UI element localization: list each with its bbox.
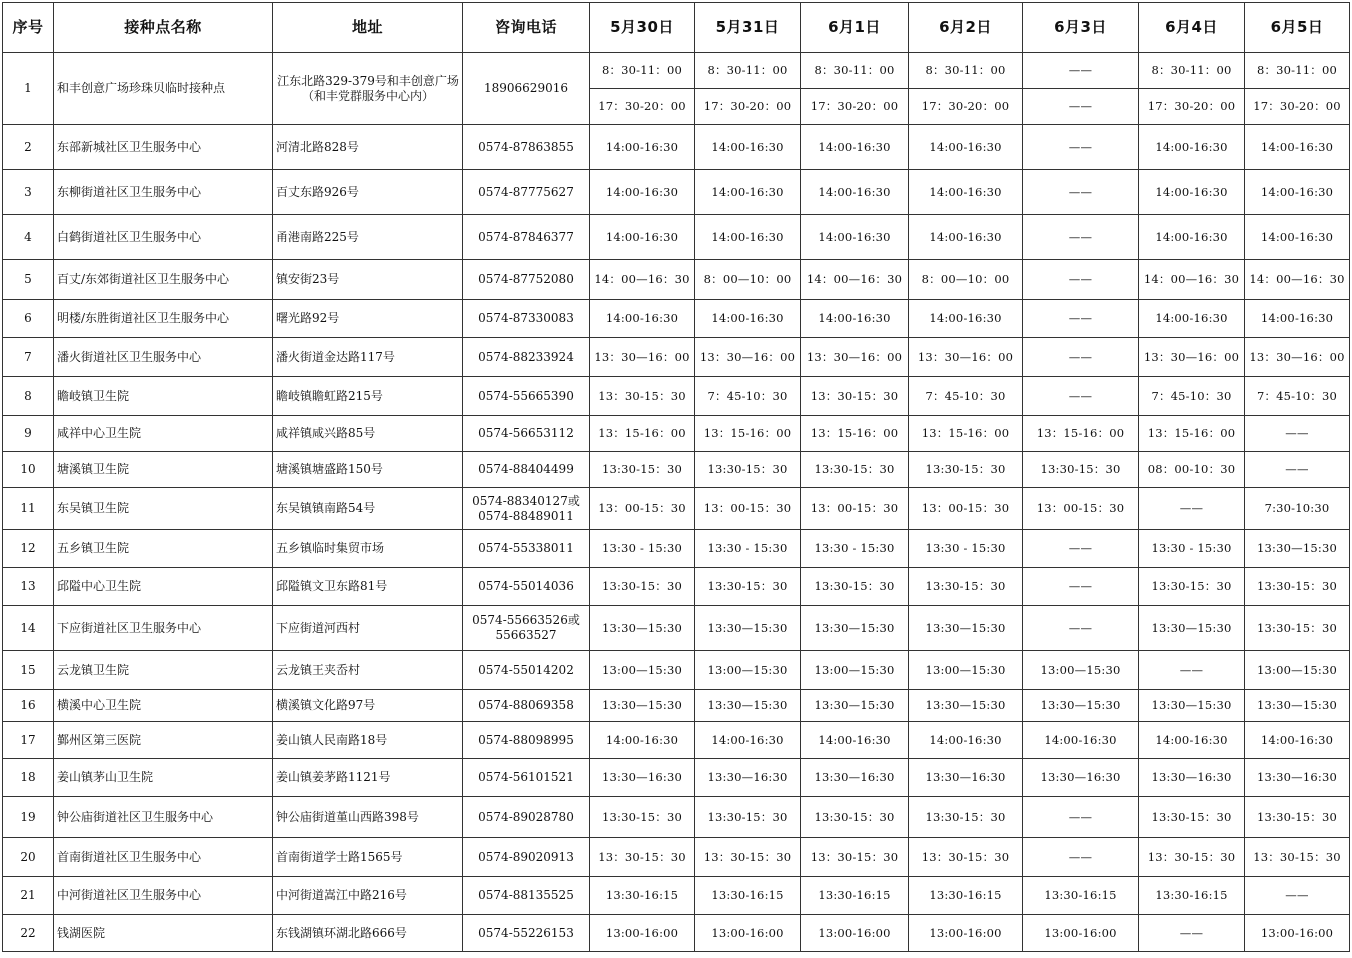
site-phone: 0574-88135525 bbox=[463, 877, 590, 915]
day-time-slot: 13:30—15:30 bbox=[1245, 690, 1350, 722]
site-address: 邱隘镇文卫东路81号 bbox=[273, 568, 463, 606]
day-time-slot: 13:00-16:00 bbox=[695, 915, 801, 952]
row-seq: 22 bbox=[3, 915, 54, 952]
row-seq: 10 bbox=[3, 452, 54, 488]
day-time-slot: 13：00-15：30 bbox=[801, 488, 909, 530]
day-time-slot: 08：00-10：30 bbox=[1139, 452, 1245, 488]
table-row bbox=[3, 797, 1350, 838]
day-time-slot: 13：30—16：00 bbox=[590, 338, 695, 377]
day-time-slot: 13:30-15：30 bbox=[695, 452, 801, 488]
day-time-slot: 13：30—16：00 bbox=[695, 338, 801, 377]
day-time-slot: —— bbox=[1245, 416, 1350, 452]
row-seq: 20 bbox=[3, 838, 54, 877]
table-row bbox=[3, 260, 1350, 300]
day-time-slot: 13:30—15:30 bbox=[1139, 690, 1245, 722]
site-name: 东吴镇卫生院 bbox=[54, 488, 273, 530]
day-time-slot: 14:00-16:30 bbox=[801, 170, 909, 215]
day-time-slot: 13:30-15：30 bbox=[1139, 797, 1245, 838]
site-phone: 0574-89020913 bbox=[463, 838, 590, 877]
table-row bbox=[3, 722, 1350, 759]
day-time-slot: 14:00-16:30 bbox=[590, 125, 695, 170]
site-phone: 0574-88233924 bbox=[463, 338, 590, 377]
day-time-slot: 13:30—16:30 bbox=[590, 759, 695, 797]
day-time-slot: 14:00-16:30 bbox=[590, 722, 695, 759]
site-address: 镇安街23号 bbox=[273, 260, 463, 300]
day-time-slot: 14:00-16:30 bbox=[909, 125, 1023, 170]
day-time-slot: 14：00—16：30 bbox=[1245, 260, 1350, 300]
day-time-slot: 8：00—10：00 bbox=[695, 260, 801, 300]
day-time-slot: 13：30-15：30 bbox=[1139, 838, 1245, 877]
day-time-slot: 13:00-16:00 bbox=[801, 915, 909, 952]
site-address: 东吴镇镇南路54号 bbox=[273, 488, 463, 530]
table-row bbox=[3, 300, 1350, 338]
site-phone: 0574-55663526或55663527 bbox=[463, 606, 590, 651]
row-seq: 1 bbox=[3, 53, 54, 125]
site-name: 潘火街道社区卫生服务中心 bbox=[54, 338, 273, 377]
day-time-slot: 13：15-16：00 bbox=[1023, 416, 1139, 452]
day-time-slot: 13：30-15：30 bbox=[1245, 838, 1350, 877]
table-row bbox=[3, 53, 1350, 89]
day-time-slot: 14：00—16：30 bbox=[1139, 260, 1245, 300]
day-time-slot: 13:30-16:15 bbox=[695, 877, 801, 915]
day-time-slot: 14:00-16:30 bbox=[1245, 170, 1350, 215]
day-time-slot: 13:00-16:00 bbox=[909, 915, 1023, 952]
site-name: 百丈/东郊街道社区卫生服务中心 bbox=[54, 260, 273, 300]
day-time-slot: 13:30-16:15 bbox=[590, 877, 695, 915]
day-time-slot: 13:30-15：30 bbox=[909, 568, 1023, 606]
day-time-slot: 14:00-16:30 bbox=[695, 125, 801, 170]
table-row bbox=[3, 125, 1350, 170]
row-seq: 18 bbox=[3, 759, 54, 797]
site-phone: 0574-88069358 bbox=[463, 690, 590, 722]
header-day: 6月1日 bbox=[801, 3, 909, 53]
day-time-slot: 13：00-15：30 bbox=[909, 488, 1023, 530]
row-seq: 3 bbox=[3, 170, 54, 215]
row-seq: 15 bbox=[3, 651, 54, 690]
day-time-slot: 13：15-16：00 bbox=[590, 416, 695, 452]
day-time-slot: 14:00-16:30 bbox=[1245, 722, 1350, 759]
day-time-slot: 13：30—16：00 bbox=[909, 338, 1023, 377]
site-address: 塘溪镇塘盛路150号 bbox=[273, 452, 463, 488]
day-time-slot: 13:00-16:00 bbox=[1023, 915, 1139, 952]
site-name: 姜山镇茅山卫生院 bbox=[54, 759, 273, 797]
site-phone: 0574-88340127或0574-88489011 bbox=[463, 488, 590, 530]
day-time-slot: 13:30—16:30 bbox=[909, 759, 1023, 797]
row-seq: 13 bbox=[3, 568, 54, 606]
day-time-slot-evening: 17：30-20：00 bbox=[1245, 89, 1350, 125]
day-time-slot: 14:00-16:30 bbox=[909, 215, 1023, 260]
day-time-slot: 14:00-16:30 bbox=[801, 722, 909, 759]
table-row bbox=[3, 690, 1350, 722]
row-seq: 7 bbox=[3, 338, 54, 377]
table-row bbox=[3, 838, 1350, 877]
day-time-slot: 13:30 - 15:30 bbox=[909, 530, 1023, 568]
row-seq: 14 bbox=[3, 606, 54, 651]
day-time-slot-evening: 17：30-20：00 bbox=[590, 89, 695, 125]
day-time-slot: 14:00-16:30 bbox=[1245, 215, 1350, 260]
day-time-slot: 13:30 - 15:30 bbox=[1139, 530, 1245, 568]
site-address: 甬港南路225号 bbox=[273, 215, 463, 260]
site-address: 姜山镇人民南路18号 bbox=[273, 722, 463, 759]
day-time-slot: 14:00-16:30 bbox=[590, 300, 695, 338]
header-name: 接种点名称 bbox=[54, 3, 273, 53]
site-name: 中河街道社区卫生服务中心 bbox=[54, 877, 273, 915]
site-address: 瞻岐镇瞻虹路215号 bbox=[273, 377, 463, 416]
day-time-slot: 13：15-16：00 bbox=[1139, 416, 1245, 452]
site-address: 姜山镇姜茅路1121号 bbox=[273, 759, 463, 797]
day-time-slot: 13:30—15:30 bbox=[1139, 606, 1245, 651]
table-body bbox=[3, 53, 1350, 952]
site-phone: 0574-55014036 bbox=[463, 568, 590, 606]
day-time-slot: 8：30-11：00 bbox=[909, 53, 1023, 89]
day-time-slot: 13:30—15:30 bbox=[909, 606, 1023, 651]
day-time-slot: —— bbox=[1245, 877, 1350, 915]
day-time-slot: 13:30-15：30 bbox=[801, 452, 909, 488]
row-seq: 8 bbox=[3, 377, 54, 416]
header-row bbox=[3, 3, 1350, 53]
day-time-slot: —— bbox=[1023, 215, 1139, 260]
table-row bbox=[3, 338, 1350, 377]
table-row bbox=[3, 915, 1350, 952]
day-time-slot: 8：00—10：00 bbox=[909, 260, 1023, 300]
day-time-slot: —— bbox=[1023, 530, 1139, 568]
header-day: 6月5日 bbox=[1245, 3, 1350, 53]
day-time-slot: 14:00-16:30 bbox=[695, 300, 801, 338]
day-time-slot: 14:00-16:30 bbox=[695, 722, 801, 759]
day-time-slot: 7：45-10：30 bbox=[1245, 377, 1350, 416]
day-time-slot: 13:30 - 15:30 bbox=[695, 530, 801, 568]
day-time-slot: 13:30—16:30 bbox=[1139, 759, 1245, 797]
day-time-slot: 13:30-15：30 bbox=[1245, 606, 1350, 651]
day-time-slot: 13:00—15:30 bbox=[801, 651, 909, 690]
day-time-slot: 13：30-15：30 bbox=[590, 838, 695, 877]
site-address: 咸祥镇咸兴路85号 bbox=[273, 416, 463, 452]
day-time-slot-evening: —— bbox=[1023, 89, 1139, 125]
site-name: 瞻岐镇卫生院 bbox=[54, 377, 273, 416]
table-row bbox=[3, 416, 1350, 452]
row-seq: 11 bbox=[3, 488, 54, 530]
day-time-slot: 13:00—15:30 bbox=[1023, 651, 1139, 690]
day-time-slot: 14:00-16:30 bbox=[1139, 300, 1245, 338]
row-seq: 17 bbox=[3, 722, 54, 759]
day-time-slot: 13:30-15：30 bbox=[590, 797, 695, 838]
day-time-slot: 7:30-10:30 bbox=[1245, 488, 1350, 530]
site-phone: 0574-56101521 bbox=[463, 759, 590, 797]
site-address: 云龙镇王夹岙村 bbox=[273, 651, 463, 690]
site-phone: 0574-88404499 bbox=[463, 452, 590, 488]
day-time-slot: 13:30-15：30 bbox=[1245, 568, 1350, 606]
day-time-slot: 13:30-15：30 bbox=[590, 568, 695, 606]
site-name: 鄞州区第三医院 bbox=[54, 722, 273, 759]
header-day: 6月4日 bbox=[1139, 3, 1245, 53]
day-time-slot: —— bbox=[1139, 488, 1245, 530]
day-time-slot: —— bbox=[1023, 338, 1139, 377]
day-time-slot: 8：30-11：00 bbox=[801, 53, 909, 89]
day-time-slot-evening: 17：30-20：00 bbox=[1139, 89, 1245, 125]
day-time-slot: 13：30-15：30 bbox=[909, 838, 1023, 877]
vaccination-schedule-table bbox=[2, 2, 1350, 952]
day-time-slot: 13：00-15：30 bbox=[695, 488, 801, 530]
site-name: 首南街道社区卫生服务中心 bbox=[54, 838, 273, 877]
table-row bbox=[3, 651, 1350, 690]
row-seq: 6 bbox=[3, 300, 54, 338]
day-time-slot: —— bbox=[1023, 377, 1139, 416]
day-time-slot: 13:30—15:30 bbox=[909, 690, 1023, 722]
day-time-slot: 14:00-16:30 bbox=[1139, 722, 1245, 759]
site-address: 东钱湖镇环湖北路666号 bbox=[273, 915, 463, 952]
day-time-slot: 8：30-11：00 bbox=[590, 53, 695, 89]
site-phone: 0574-87775627 bbox=[463, 170, 590, 215]
day-time-slot-evening: 17：30-20：00 bbox=[909, 89, 1023, 125]
site-name: 东柳街道社区卫生服务中心 bbox=[54, 170, 273, 215]
site-name: 和丰创意广场珍珠贝临时接种点 bbox=[54, 53, 273, 125]
day-time-slot: 13：30-15：30 bbox=[695, 838, 801, 877]
day-time-slot: 14:00-16:30 bbox=[1139, 215, 1245, 260]
day-time-slot: 13:30 - 15:30 bbox=[801, 530, 909, 568]
day-time-slot: 13:30-15：30 bbox=[1139, 568, 1245, 606]
day-time-slot: 14:00-16:30 bbox=[695, 215, 801, 260]
day-time-slot: 13：30—16：00 bbox=[801, 338, 909, 377]
day-time-slot: 13:30—16:30 bbox=[801, 759, 909, 797]
site-phone: 18906629016 bbox=[463, 53, 590, 125]
day-time-slot: 14:00-16:30 bbox=[909, 170, 1023, 215]
day-time-slot: 13:30-15：30 bbox=[1245, 797, 1350, 838]
day-time-slot: 7：45-10：30 bbox=[695, 377, 801, 416]
day-time-slot: 14:00-16:30 bbox=[1245, 125, 1350, 170]
table-row bbox=[3, 530, 1350, 568]
row-seq: 2 bbox=[3, 125, 54, 170]
site-address: 横溪镇文化路97号 bbox=[273, 690, 463, 722]
day-time-slot: 13:30—15:30 bbox=[1023, 690, 1139, 722]
day-time-slot: 13：30-15：30 bbox=[801, 377, 909, 416]
header-seq: 序号 bbox=[3, 3, 54, 53]
site-address: 首南街道学士路1565号 bbox=[273, 838, 463, 877]
site-phone: 0574-56653112 bbox=[463, 416, 590, 452]
site-phone: 0574-55665390 bbox=[463, 377, 590, 416]
day-time-slot: —— bbox=[1023, 797, 1139, 838]
day-time-slot: 13:30—15:30 bbox=[801, 606, 909, 651]
table-row bbox=[3, 452, 1350, 488]
header-day: 6月2日 bbox=[909, 3, 1023, 53]
day-time-slot: 14:00-16:30 bbox=[590, 170, 695, 215]
day-time-slot: 13:30-15：30 bbox=[801, 797, 909, 838]
day-time-slot: 13:00—15:30 bbox=[590, 651, 695, 690]
site-address: 江东北路329-379号和丰创意广场（和丰党群服务中心内） bbox=[273, 53, 463, 125]
site-name: 塘溪镇卫生院 bbox=[54, 452, 273, 488]
day-time-slot: 13：30-15：30 bbox=[801, 838, 909, 877]
day-time-slot: —— bbox=[1139, 651, 1245, 690]
site-address: 曙光路92号 bbox=[273, 300, 463, 338]
day-time-slot: 13:30-15：30 bbox=[590, 452, 695, 488]
day-time-slot: 13:30-15：30 bbox=[909, 452, 1023, 488]
site-phone: 0574-55338011 bbox=[463, 530, 590, 568]
day-time-slot: 13:30—16:30 bbox=[695, 759, 801, 797]
site-phone: 0574-55226153 bbox=[463, 915, 590, 952]
header-address: 地址 bbox=[273, 3, 463, 53]
site-name: 云龙镇卫生院 bbox=[54, 651, 273, 690]
site-address: 河清北路828号 bbox=[273, 125, 463, 170]
day-time-slot: 14:00-16:30 bbox=[801, 215, 909, 260]
site-phone: 0574-87752080 bbox=[463, 260, 590, 300]
day-time-slot: 13：30-15：30 bbox=[590, 377, 695, 416]
site-phone: 0574-89028780 bbox=[463, 797, 590, 838]
day-time-slot: 14：00—16：30 bbox=[801, 260, 909, 300]
day-time-slot: 13:00-16:00 bbox=[590, 915, 695, 952]
day-time-slot: —— bbox=[1023, 125, 1139, 170]
table-row bbox=[3, 606, 1350, 651]
site-address: 五乡镇临时集贸市场 bbox=[273, 530, 463, 568]
site-name: 下应街道社区卫生服务中心 bbox=[54, 606, 273, 651]
table-row bbox=[3, 568, 1350, 606]
day-time-slot: —— bbox=[1023, 260, 1139, 300]
day-time-slot: 13:00-16:00 bbox=[1245, 915, 1350, 952]
site-phone: 0574-55014202 bbox=[463, 651, 590, 690]
day-time-slot: 13:30-16:15 bbox=[1023, 877, 1139, 915]
day-time-slot: 13:30-15：30 bbox=[801, 568, 909, 606]
site-name: 东部新城社区卫生服务中心 bbox=[54, 125, 273, 170]
row-seq: 9 bbox=[3, 416, 54, 452]
site-phone: 0574-87330083 bbox=[463, 300, 590, 338]
row-seq: 4 bbox=[3, 215, 54, 260]
day-time-slot: 13：30—16：00 bbox=[1139, 338, 1245, 377]
site-name: 白鹤街道社区卫生服务中心 bbox=[54, 215, 273, 260]
day-time-slot: 13:30-15：30 bbox=[909, 797, 1023, 838]
day-time-slot: 8：30-11：00 bbox=[695, 53, 801, 89]
day-time-slot: 14:00-16:30 bbox=[801, 125, 909, 170]
day-time-slot: —— bbox=[1023, 300, 1139, 338]
day-time-slot: 13:30—16:30 bbox=[1245, 759, 1350, 797]
day-time-slot: 13:30—15:30 bbox=[590, 606, 695, 651]
day-time-slot: 13:00—15:30 bbox=[909, 651, 1023, 690]
day-time-slot: 13：00-15：30 bbox=[590, 488, 695, 530]
table-row bbox=[3, 759, 1350, 797]
day-time-slot: 14:00-16:30 bbox=[695, 170, 801, 215]
table-row bbox=[3, 488, 1350, 530]
day-time-slot: 14:00-16:30 bbox=[909, 722, 1023, 759]
row-seq: 5 bbox=[3, 260, 54, 300]
table-row bbox=[3, 215, 1350, 260]
day-time-slot-evening: 17：30-20：00 bbox=[695, 89, 801, 125]
site-phone: 0574-88098995 bbox=[463, 722, 590, 759]
day-time-slot: —— bbox=[1023, 606, 1139, 651]
day-time-slot: 13:30—15:30 bbox=[695, 690, 801, 722]
site-name: 邱隘中心卫生院 bbox=[54, 568, 273, 606]
site-name: 明楼/东胜街道社区卫生服务中心 bbox=[54, 300, 273, 338]
site-name: 咸祥中心卫生院 bbox=[54, 416, 273, 452]
day-time-slot: 14:00-16:30 bbox=[590, 215, 695, 260]
site-name: 横溪中心卫生院 bbox=[54, 690, 273, 722]
site-address: 钟公庙街道堇山西路398号 bbox=[273, 797, 463, 838]
schedule-table-container bbox=[2, 2, 1350, 952]
day-time-slot: 13:30—15:30 bbox=[695, 606, 801, 651]
day-time-slot: 13:30—15:30 bbox=[590, 690, 695, 722]
site-address: 下应街道河西村 bbox=[273, 606, 463, 651]
day-time-slot: 13:30—15:30 bbox=[801, 690, 909, 722]
day-time-slot: 13：00-15：30 bbox=[1023, 488, 1139, 530]
day-time-slot: 13：15-16：00 bbox=[909, 416, 1023, 452]
day-time-slot: —— bbox=[1245, 452, 1350, 488]
header-day: 5月31日 bbox=[695, 3, 801, 53]
day-time-slot: 13:00—15:30 bbox=[1245, 651, 1350, 690]
table-row bbox=[3, 877, 1350, 915]
table-row bbox=[3, 377, 1350, 416]
day-time-slot: —— bbox=[1023, 838, 1139, 877]
site-address: 中河街道嵩江中路216号 bbox=[273, 877, 463, 915]
day-time-slot: 13:30—16:30 bbox=[1023, 759, 1139, 797]
header-day: 5月30日 bbox=[590, 3, 695, 53]
day-time-slot: 13：15-16：00 bbox=[801, 416, 909, 452]
site-phone: 0574-87846377 bbox=[463, 215, 590, 260]
day-time-slot: 8：30-11：00 bbox=[1139, 53, 1245, 89]
day-time-slot: —— bbox=[1023, 53, 1139, 89]
day-time-slot: 13:30-16:15 bbox=[1139, 877, 1245, 915]
day-time-slot: 14:00-16:30 bbox=[909, 300, 1023, 338]
day-time-slot: 14:00-16:30 bbox=[1245, 300, 1350, 338]
day-time-slot: 14：00—16：30 bbox=[590, 260, 695, 300]
row-seq: 12 bbox=[3, 530, 54, 568]
day-time-slot: 7：45-10：30 bbox=[909, 377, 1023, 416]
site-phone: 0574-87863855 bbox=[463, 125, 590, 170]
site-name: 五乡镇卫生院 bbox=[54, 530, 273, 568]
day-time-slot: 13:00—15:30 bbox=[695, 651, 801, 690]
row-seq: 19 bbox=[3, 797, 54, 838]
day-time-slot: 13:30—15:30 bbox=[1245, 530, 1350, 568]
site-address: 百丈东路926号 bbox=[273, 170, 463, 215]
day-time-slot: —— bbox=[1023, 170, 1139, 215]
header-day: 6月3日 bbox=[1023, 3, 1139, 53]
site-address: 潘火街道金达路117号 bbox=[273, 338, 463, 377]
site-name: 钱湖医院 bbox=[54, 915, 273, 952]
day-time-slot: 13:30-15：30 bbox=[695, 568, 801, 606]
day-time-slot: 13:30-16:15 bbox=[801, 877, 909, 915]
day-time-slot-evening: 17：30-20：00 bbox=[801, 89, 909, 125]
day-time-slot: 13：15-16：00 bbox=[695, 416, 801, 452]
day-time-slot: 14:00-16:30 bbox=[801, 300, 909, 338]
header-phone: 咨询电话 bbox=[463, 3, 590, 53]
day-time-slot: 13:30-16:15 bbox=[909, 877, 1023, 915]
day-time-slot: —— bbox=[1139, 915, 1245, 952]
day-time-slot: 13:30 - 15:30 bbox=[590, 530, 695, 568]
day-time-slot: 14:00-16:30 bbox=[1139, 170, 1245, 215]
row-seq: 21 bbox=[3, 877, 54, 915]
day-time-slot: 7：45-10：30 bbox=[1139, 377, 1245, 416]
day-time-slot: 13:30-15：30 bbox=[695, 797, 801, 838]
row-seq: 16 bbox=[3, 690, 54, 722]
day-time-slot: 14:00-16:30 bbox=[1023, 722, 1139, 759]
table-row bbox=[3, 170, 1350, 215]
day-time-slot: 8：30-11：00 bbox=[1245, 53, 1350, 89]
day-time-slot: 13：30—16：00 bbox=[1245, 338, 1350, 377]
site-name: 钟公庙街道社区卫生服务中心 bbox=[54, 797, 273, 838]
day-time-slot: 14:00-16:30 bbox=[1139, 125, 1245, 170]
day-time-slot: —— bbox=[1023, 568, 1139, 606]
day-time-slot: 13:30-15：30 bbox=[1023, 452, 1139, 488]
